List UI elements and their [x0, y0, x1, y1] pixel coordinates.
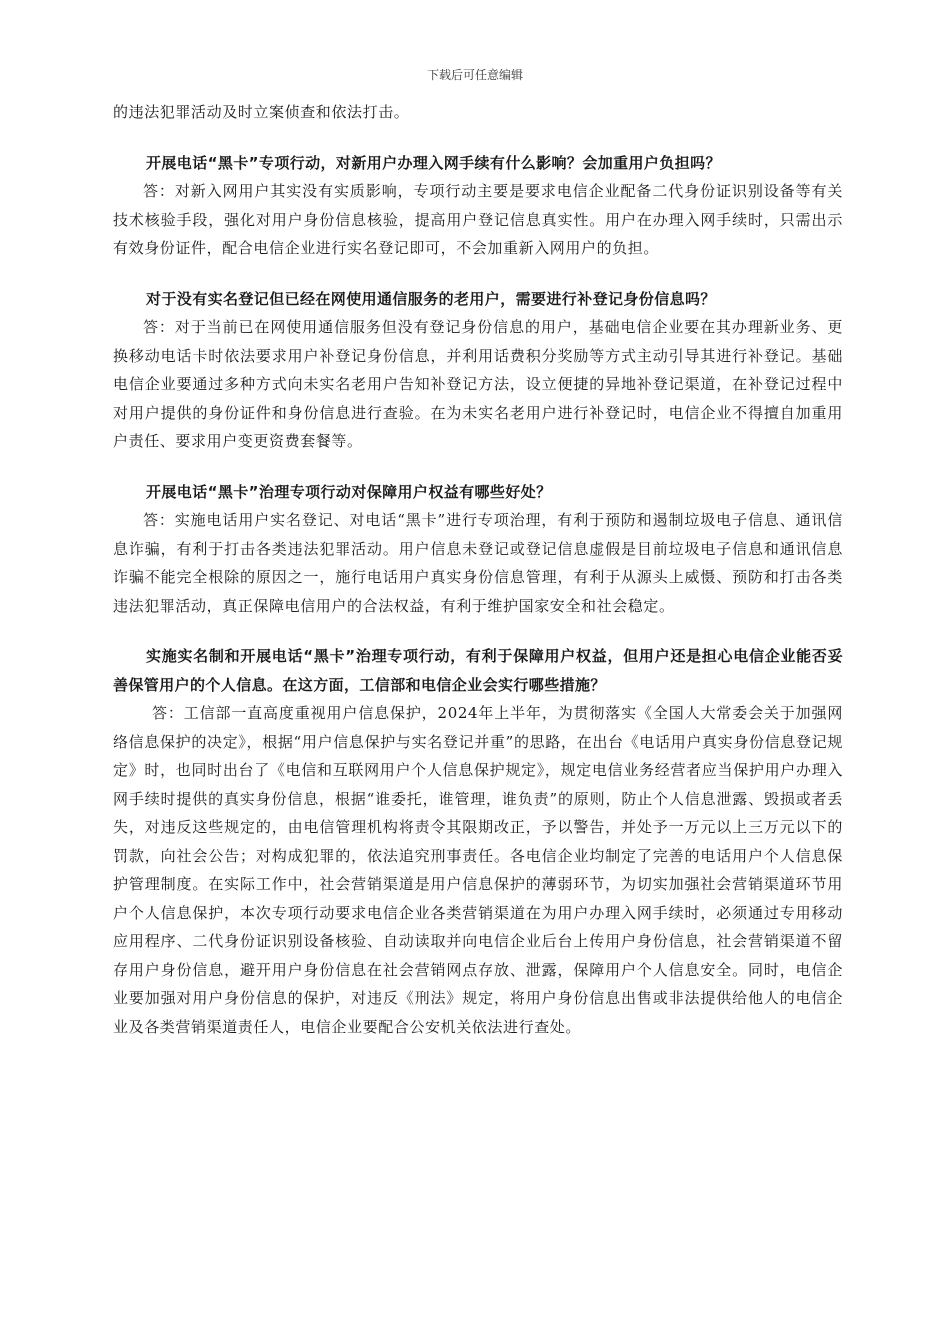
- question-heading: 开展电话“黑卡”治理专项行动对保障用户权益有哪些好处？: [146, 482, 552, 501]
- lead-paragraph: 的违法犯罪活动及时立案侦查和依法打击。: [113, 103, 410, 121]
- qa-section-2: [113, 285, 843, 456]
- answer-paragraph: 答：工信部一直高度重视用户信息保护，2024年上半年，为贯彻落实《全国人大常委会关于加强网络信息保护的决定》，根据“用户信息保护与实名登记并重”的思路，在出台《电话用户真实身份信息登记规定》时，也同时出台了《电信和互联网用户个人信息保护规定》，规定电信业务经营者应当保护用户办理入网手续时提供的真实身份信息，根据“谁委托，谁管理，谁负责”的原则，防止个人信息泄露、毁损或者丢失，对违反这些规定的，由电信管理机构将责令其限期改正，予以警告，并处予一万元以上三万元以下的罚款，向社会公告；对构成犯罪的，依法追究刑事责任。各电信企业均制定了完善的电话用户个人信息保护管理制度。在实际工作中，社会营销渠道是用户信息保护的薄弱环节，为切实加强社会营销渠道环节用户个人信息保护，本次专项行动要求电信企业各类营销渠道在为用户办理入网手续时，必须通过专用移动应用程序、二代身份证识别设备核验、自动读取并向电信企业后台上传用户身份信息，社会营销渠道不留存用户身份信息，避开用户身份信息在社会营销网点存放、泄露，保障用户个人信息安全。同时，电信企业要加强对用户身份信息的保护，对违反《刑法》规定，将用户身份信息出售或非法提供给他人的电信企业及各类营销渠道责任人，电信企业要配合公安机关依法进行查处。: [113, 704, 843, 1036]
- question-heading: 实施实名制和开展电话“黑卡”治理专项行动，有利于保障用户权益，但用户还是担心电信企业能否妥善保管用户的个人信息。在这方面，工信部和电信企业会实行哪些措施？: [113, 647, 843, 694]
- header-note: 下载后可任意编辑: [426, 68, 523, 82]
- question-heading: 开展电话“黑卡”专项行动，对新用户办理入网手续有什么影响？会加重用户负担吗？: [146, 153, 721, 172]
- question-heading: 对于没有实名登记但已经在网使用通信服务的老用户，需要进行补登记身份信息吗？: [146, 289, 716, 308]
- qa-section-1: [113, 149, 843, 263]
- qa-section-3: [113, 478, 843, 621]
- answer-paragraph: 答：实施电话用户实名登记、对电话“黑卡”进行专项治理，有利于预防和遏制垃圾电子信息、通讯信息诈骗，有利于打击各类违法犯罪活动。用户信息未登记或登记信息虚假是目前垃圾电子信息和通讯信息诈骗不能完全根除的原因之一，施行电话用户真实身份信息管理，有利于从源头上威慑、预防和打击各类违法犯罪活动，真正保障电信用户的合法权益，有利于维护国家安全和社会稳定。: [113, 511, 843, 615]
- document-body: [113, 98, 843, 1063]
- qa-section-4: [113, 642, 843, 1041]
- answer-paragraph: 答：对于当前已在网使用通信服务但没有登记身份信息的用户，基础电信企业要在其办理新业务、更换移动电话卡时依法要求用户补登记身份信息，并利用话费积分奖励等方式主动引导其进行补登记。基础电信企业要通过多种方式向未实名老用户告知补登记方法，设立便捷的异地补登记渠道，在补登记过程中对用户提供的身份证件和身份信息进行查验。在为未实名老用户进行补登记时，电信企业不得擅自加重用户责任、要求用户变更资费套餐等。: [113, 318, 843, 450]
- answer-paragraph: 答：对新入网用户其实没有实质影响，专项行动主要是要求电信企业配备二代身份证识别设备等有关技术核验手段，强化对用户身份信息核验，提高用户登记信息真实性。用户在办理入网手续时，只需出示有效身份证件，配合电信企业进行实名登记即可，不会加重新入网用户的负担。: [113, 182, 843, 257]
